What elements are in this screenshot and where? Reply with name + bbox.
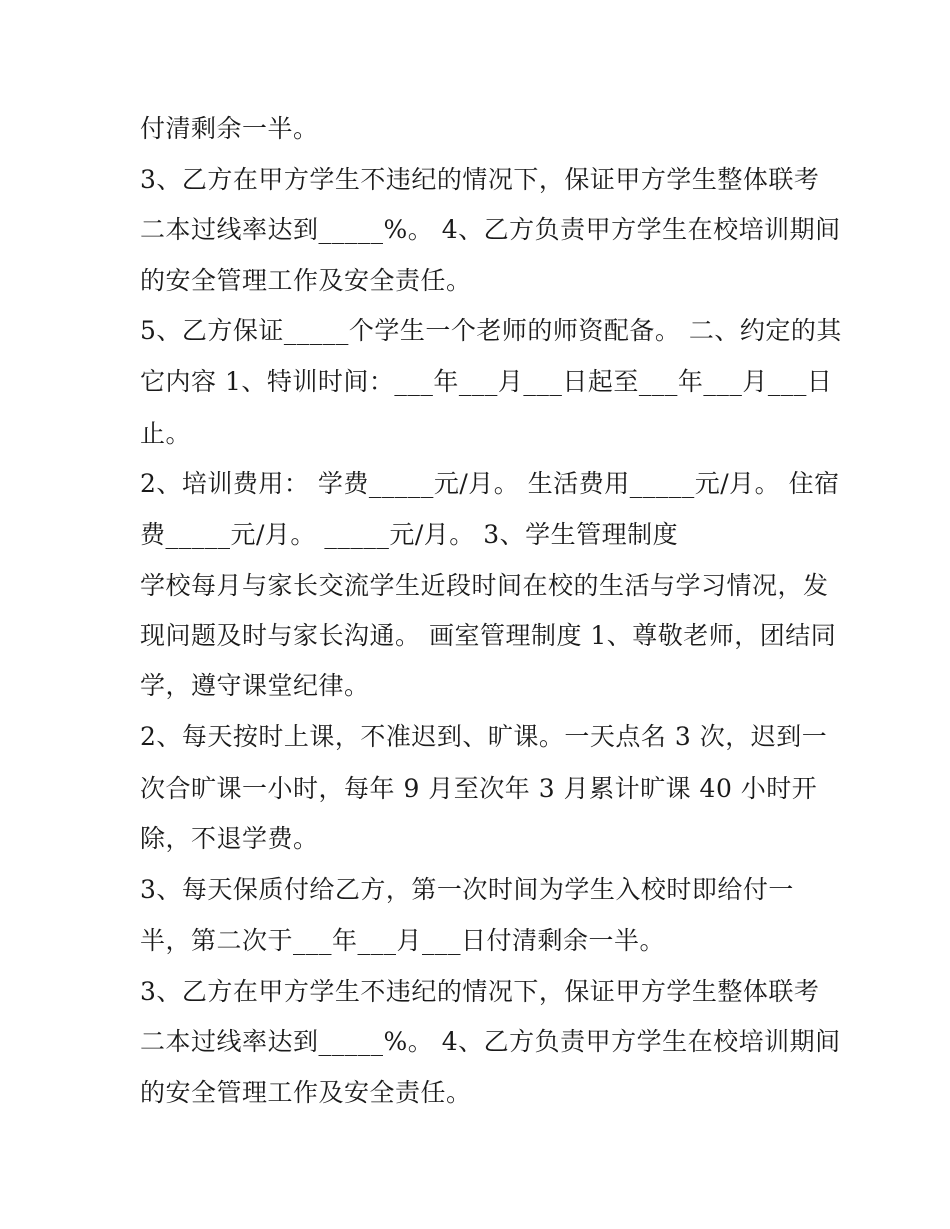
text-line: 二本过线率达到_____%。 4、乙方负责甲方学生在校培训期间 — [140, 215, 841, 244]
text-line: 的安全管理工作及安全责任。 — [140, 1078, 472, 1107]
text-line: 学，遵守课堂纪律。 — [140, 671, 370, 700]
text-line: 止。 — [140, 419, 192, 448]
text-line: 半，第二次于___年___月___日付清剩余一半。 — [140, 926, 666, 955]
text-line: 学校每月与家长交流学生近段时间在校的生活与学习情况，发 — [140, 571, 829, 600]
text-line: 它内容 1、特训时间：___年___月___日起至___年___月___日 — [140, 367, 833, 396]
text-line: 现问题及时与家长沟通。 画室管理制度 1、尊敬老师，团结同 — [140, 621, 837, 650]
text-line: 3、乙方在甲方学生不违纪的情况下，保证甲方学生整体联考 — [140, 977, 820, 1006]
text-line: 的安全管理工作及安全责任。 — [140, 266, 472, 295]
text-line: 2、培训费用： 学费_____元/月。 生活费用_____元/月。 住宿 — [140, 469, 840, 498]
text-line: 5、乙方保证_____个学生一个老师的师资配备。 二、约定的其 — [140, 316, 842, 345]
text-line: 除，不退学费。 — [140, 824, 319, 853]
text-line: 二本过线率达到_____%。 4、乙方负责甲方学生在校培训期间 — [140, 1027, 841, 1056]
text-line: 3、每天保质付给乙方，第一次时间为学生入校时即给付一 — [140, 875, 794, 904]
text-line: 费_____元/月。 _____元/月。 3、学生管理制度 — [140, 520, 679, 549]
text-line: 付清剩余一半。 — [140, 114, 319, 143]
text-line: 2、每天按时上课，不准迟到、旷课。一天点名 3 次，迟到一 — [140, 722, 828, 751]
text-line: 次合旷课一小时，每年 9 月至次年 3 月累计旷课 40 小时开 — [140, 774, 818, 803]
text-line: 3、乙方在甲方学生不违纪的情况下，保证甲方学生整体联考 — [140, 165, 820, 194]
